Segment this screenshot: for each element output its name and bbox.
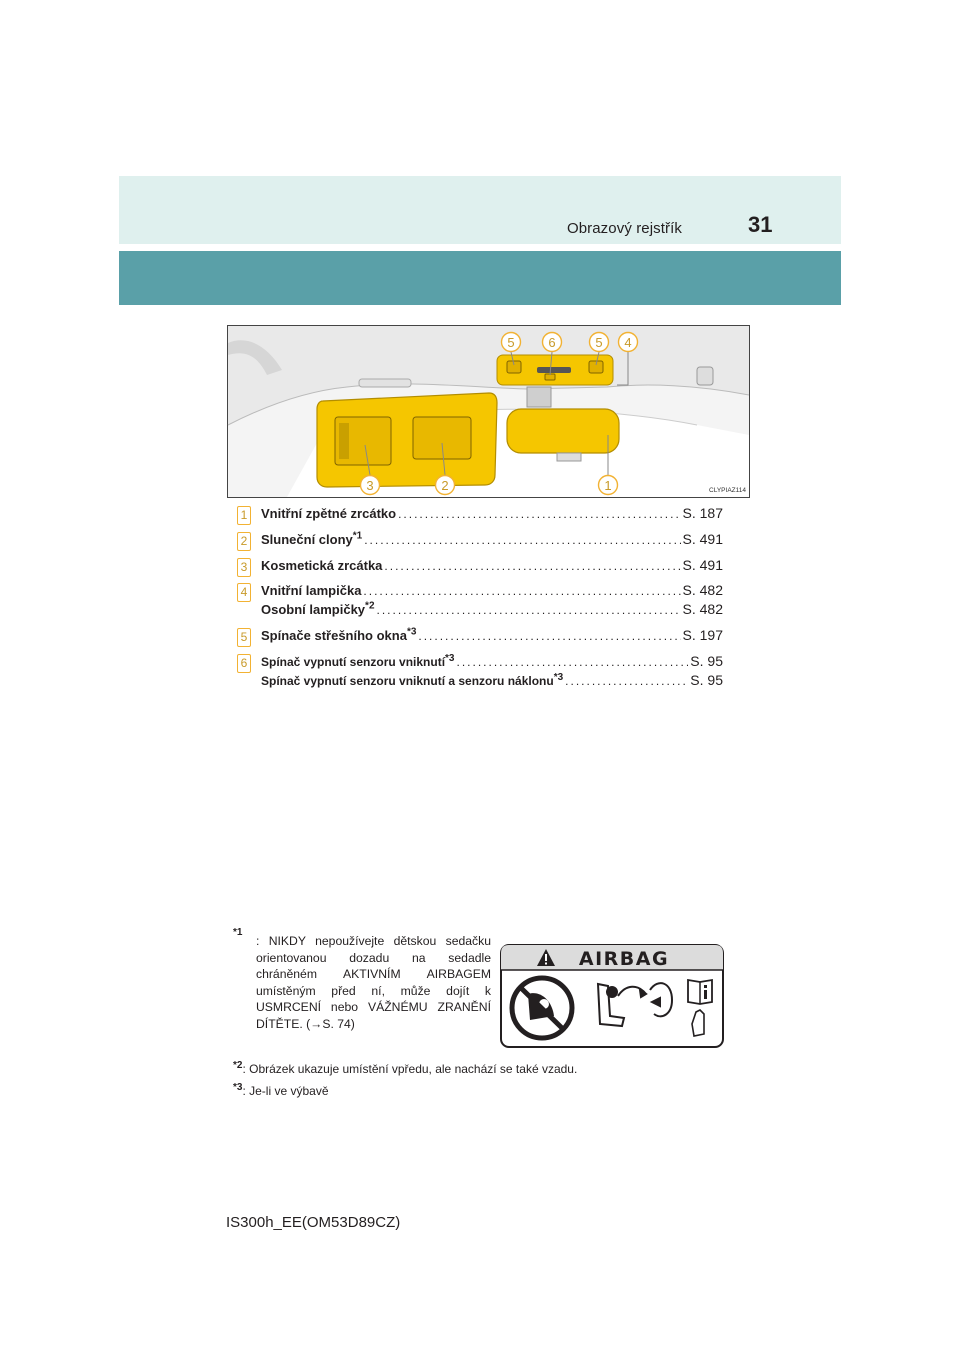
footnote-marker: *2 — [233, 1060, 243, 1071]
no-rear-facing-seat-icon — [512, 978, 572, 1038]
item-label: Osobní lampičky — [261, 602, 366, 617]
callout-label: 3 — [366, 478, 374, 493]
item-label: Spínač vypnutí senzoru vniknutí a senzoru náklonu — [261, 674, 554, 688]
list-item-sub — [237, 672, 723, 694]
footnote-marker: *2 — [365, 600, 375, 612]
item-label: Vnitřní zpětné zrcátko — [261, 506, 397, 521]
item-label: Spínače střešního okna — [261, 628, 407, 643]
item-number: 6 — [237, 654, 251, 673]
section-title: Obrazový rejstřík — [566, 220, 682, 237]
footnote-text: : Je-li ve výbavě — [242, 1084, 329, 1098]
section-band — [119, 251, 841, 305]
page-reference[interactable]: S. 95 — [690, 672, 723, 688]
footnote-2 — [233, 1062, 577, 1076]
document-code: IS300h_EE(OM53D89CZ) — [226, 1214, 401, 1231]
image-code: CLYPIAZ114 — [709, 487, 746, 494]
footnote-1: *1 : NIKDY nepoužívejte dětskou sedačku orientovanou dozadu na sedadle chráněném AKTIVNÍM AIRBAGEM umístěným před ní, může dojít k USMRCENÍ nebo VÁŽNÉMU ZRANĚNÍ DÍTĚTE. (→S. 74) — [233, 927, 491, 1031]
page-reference[interactable]: S. 491 — [682, 557, 723, 573]
page-reference[interactable]: S. 482 — [682, 582, 723, 598]
item-number: 5 — [237, 628, 251, 647]
item-number: 4 — [237, 583, 251, 602]
callout-label: 4 — [624, 335, 632, 350]
interior-ceiling-illustration — [227, 325, 750, 498]
list-item-sub — [237, 601, 723, 623]
footnote-marker: *3 — [406, 626, 417, 638]
item-number: 1 — [237, 506, 251, 525]
item-label: Spínač vypnutí senzoru vniknutí — [261, 655, 446, 669]
footnote-3 — [233, 1084, 329, 1098]
footnote-marker: *3 — [233, 1082, 243, 1093]
callout-label: 5 — [595, 335, 603, 350]
footnote-text: : NIKDY nepoužívejte dětskou sedačku orientovanou dozadu na sedadle chráněném AKTIVNÍM AIRBAGEM umístěným před ní, může dojít k USMRCENÍ nebo VÁŽNÉMU ZRANĚNÍ DÍTĚTE. (→S. 74) — [256, 934, 491, 1031]
list-item — [237, 531, 723, 553]
page-reference[interactable]: S. 197 — [682, 627, 723, 643]
item-number: 2 — [237, 532, 251, 551]
footnote-marker: *3 — [445, 653, 455, 664]
list-item — [237, 627, 723, 649]
list-item — [237, 505, 723, 527]
footnote-marker: *1 — [352, 530, 363, 542]
page-number: 31 — [748, 212, 773, 237]
page-reference[interactable]: S. 95 — [690, 653, 723, 669]
item-number: 3 — [237, 558, 251, 577]
page-reference[interactable]: S. 491 — [682, 531, 723, 547]
callout-label: 1 — [604, 478, 612, 493]
item-label: Kosmetická zrcátka — [261, 558, 383, 573]
callout-label: 6 — [548, 335, 556, 350]
header-band — [119, 176, 841, 244]
item-label: Vnitřní lampička — [261, 583, 362, 598]
page-reference[interactable]: S. 187 — [682, 505, 723, 521]
callout-label: 5 — [507, 335, 515, 350]
airbag-warning-label — [500, 944, 724, 1048]
footnote-marker: *3 — [553, 672, 564, 683]
item-label: Sluneční clony — [261, 532, 353, 547]
page-reference[interactable]: S. 482 — [682, 601, 723, 617]
callout-label: 2 — [441, 478, 449, 493]
airbag-title: AIRBAG — [578, 948, 670, 970]
list-item — [237, 557, 723, 579]
footnote-text: : Obrázek ukazuje umístění vpředu, ale nachází se také vzadu. — [242, 1062, 578, 1076]
